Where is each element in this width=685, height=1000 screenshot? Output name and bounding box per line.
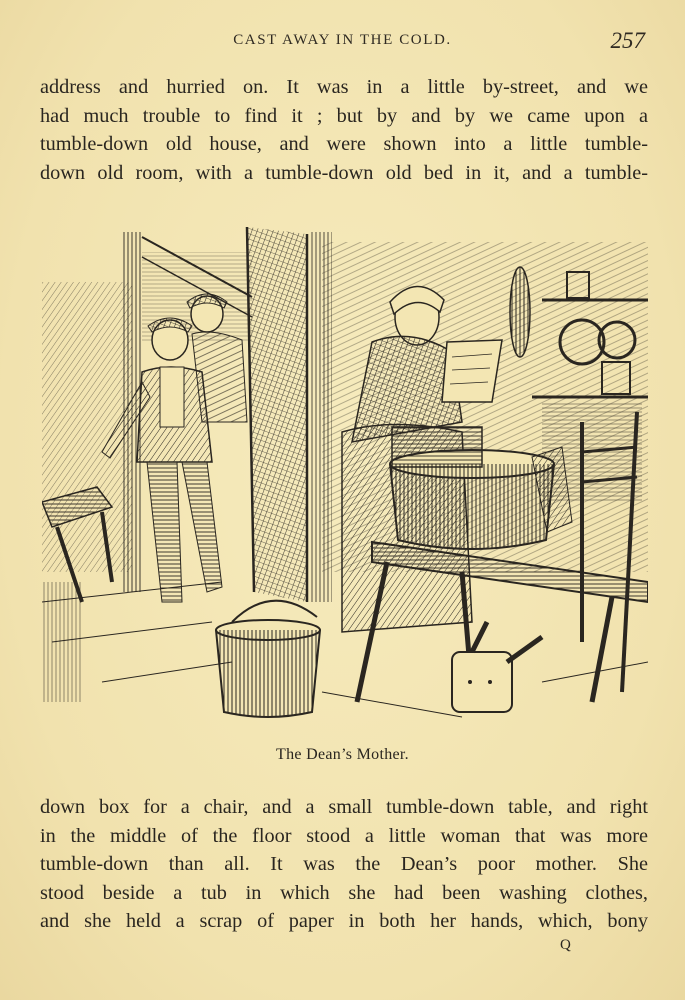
text-line: tumble-down old house, and were shown into a little tumble- [40, 133, 648, 155]
page-header [0, 28, 685, 58]
text-line: stood beside a tub in which she had been washing clothes, [40, 881, 648, 904]
text-line: had much trouble to find it ; but by and by we came upon a [40, 104, 648, 127]
text-line: in the middle of the floor stood a little woman that was more [40, 824, 648, 847]
engraving-illustration [42, 222, 648, 722]
bucket [216, 601, 320, 717]
bottom-paragraph [40, 793, 648, 936]
text-line: down box for a chair, and a small tumble-down table, and right [40, 796, 648, 818]
running-head: CAST AWAY IN THE COLD. [233, 32, 452, 48]
page-number: 257 [610, 28, 645, 53]
top-paragraph [40, 73, 648, 187]
text-line: down old room, with a tumble-down old bed in it, and a tumble- [40, 161, 648, 184]
text-line: tumble-down than all. It was the Dean’s poor mother. She [40, 853, 648, 875]
text-line: and she held a scrap of paper in both her hands, which, bony [40, 910, 648, 932]
signature-mark: Q [560, 937, 571, 953]
text-line: address and hurried on. It was in a little by-street, and we [40, 76, 648, 98]
figure-caption: The Dean’s Mother. [276, 746, 409, 763]
